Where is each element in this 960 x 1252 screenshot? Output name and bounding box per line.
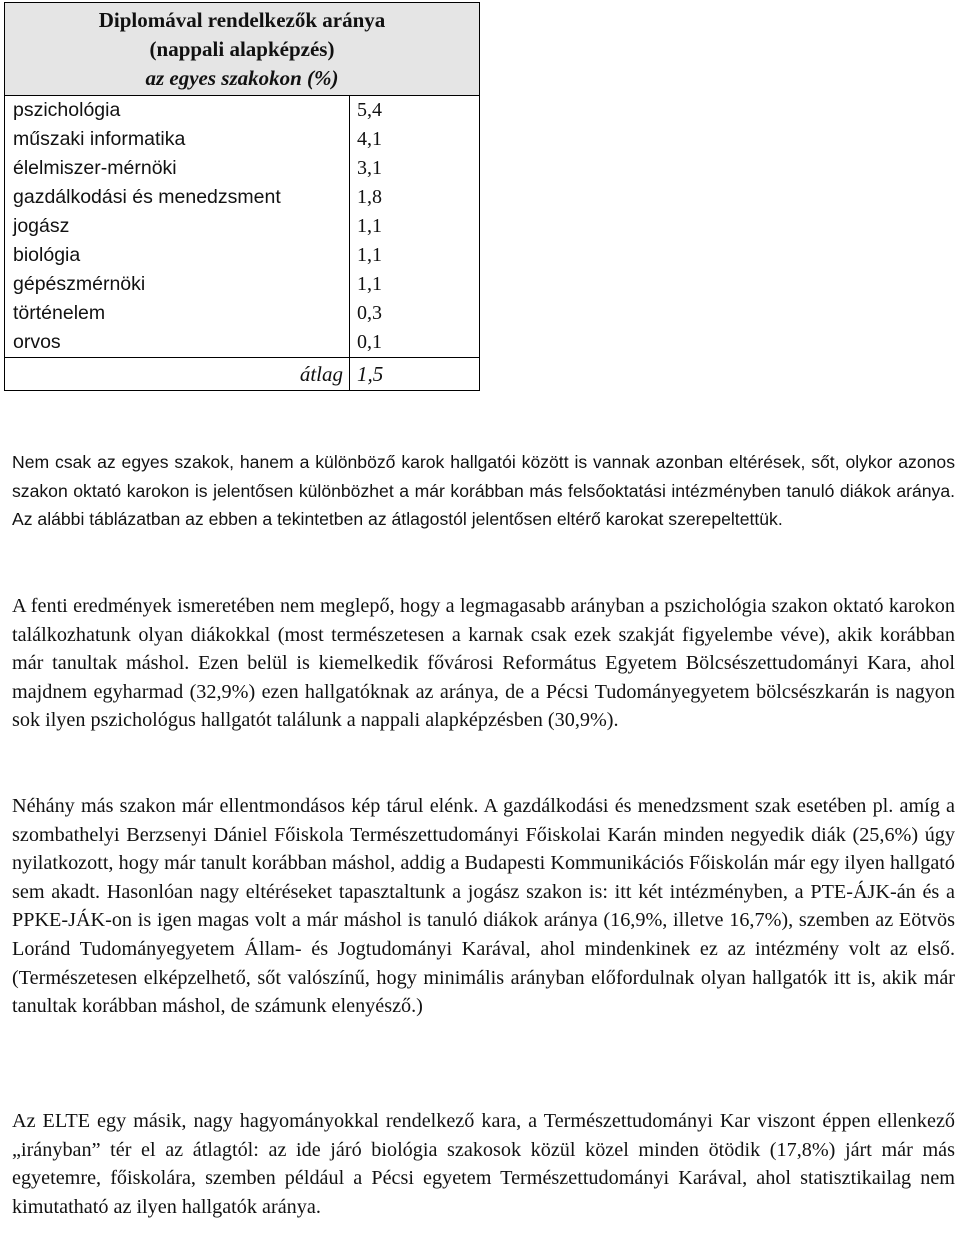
- table-average-row: [5, 358, 480, 391]
- table-caption: az egyes szakokon (%): [145, 66, 339, 90]
- major-value: 1,8: [350, 183, 480, 212]
- paragraph-elte: Az ELTE egy másik, nagy hagyományokkal rendelkező kara, a Természettudományi Kar viszont éppen ellenkező „irányban” tér el az átlagtól: az ide járó biológia szakosok közül közel minden ötödik (17,8%) járt már más egyetemre, főiskolára, szemben például a Pécsi egyetem Természettudományi Karával, ahol statisztikailag nem kimutatható az ilyen hallgatók aránya.: [12, 1110, 955, 1218]
- paragraph-intro: Nem csak az egyes szakok, hanem a különböző karok hallgatói között is vannak azonban eltérések, sőt, olykor azonos szakon oktató karokon is jelentősen különbözhet a már korábban más felsőoktatási intézményben tanuló diákok aránya. Az alábbi táblázatban az ebben a tekintetben az átlagostól jelentősen eltérő karokat szerepeltettük.: [12, 452, 955, 530]
- major-name: gépészmérnöki: [5, 270, 350, 299]
- major-name: pszichológia: [5, 96, 350, 126]
- table-row: [5, 328, 480, 358]
- table-title: Diplomával rendelkezők aránya: [98, 8, 386, 32]
- major-value: 3,1: [350, 154, 480, 183]
- major-value: 1,1: [350, 270, 480, 299]
- major-value: 1,1: [350, 241, 480, 270]
- table-row: [5, 212, 480, 241]
- table-row: [5, 96, 480, 126]
- major-name: jogász: [5, 212, 350, 241]
- paragraph-other-majors: Néhány más szakon már ellentmondásos kép tárul elénk. A gazdálkodási és menedzsment szak esetében pl. amíg a szombathelyi Berzsenyi Dániel Főiskola Természettudományi Főiskolai Karán minden negyedik diák (25,6%) úgy nyilatkozott, hogy már tanult korábban máshol, addig a Budapesti Kommunikációs Főiskolán már egy ilyen hallgató sem akadt. Hasonlóan nagy eltéréseket tapasztaltunk a jogász szakon is: itt két intézményben, a PTE-ÁJK-án és a PPKE-JÁK-on is igen magas volt a már máshol is tanuló diákok aránya (16,9%, illetve 16,7%), szemben az Eötvös Loránd Tudományegyetem Állam- és Jogtudományi Karával, ahol mindenkinek ez az intézmény volt az első. (Természetesen elképzelhető, sőt valószínű, hogy minimális arányban előfordulnak olyan hallgatók itt is, akik már tanultak korábban máshol, de számunk elenyésző.): [12, 795, 955, 1018]
- table-subtitle: (nappali alapképzés): [149, 37, 335, 61]
- paragraph-psychology: A fenti eredmények ismeretében nem meglepő, hogy a legmagasabb arányban a pszichológia szakon oktató karokon találkozhatunk olyan diákokkal (most természetesen a karnak csak ezek szakját figyelembe véve), akik korábban már tanultak máshol. Ezen belül is kiemelkedik fővárosi Református Egyetem Bölcsészettudományi Kara, ahol majdnem egyharmad (32,9%) ezen hallgatóknak az aránya, de a Pécsi Tudományegyetem bölcsészkarán is nagyon sok ilyen pszichológus hallgatót találunk a nappali alapképzésben (30,9%).: [12, 595, 955, 732]
- major-name: történelem: [5, 299, 350, 328]
- major-name: orvos: [5, 328, 350, 358]
- major-name: élelmiszer-mérnöki: [5, 154, 350, 183]
- table-row: [5, 154, 480, 183]
- table-row: [5, 270, 480, 299]
- major-value: 0,1: [350, 328, 480, 358]
- major-value: 4,1: [350, 125, 480, 154]
- average-label: átlag: [5, 358, 350, 391]
- table-header: [5, 3, 480, 96]
- major-name: biológia: [5, 241, 350, 270]
- table-row: [5, 299, 480, 328]
- graduates-ratio-table: [4, 2, 480, 391]
- table-row: [5, 125, 480, 154]
- table-row: [5, 241, 480, 270]
- major-name: gazdálkodási és menedzsment: [5, 183, 350, 212]
- major-value: 5,4: [350, 96, 480, 126]
- average-value: 1,5: [350, 358, 480, 391]
- major-value: 0,3: [350, 299, 480, 328]
- major-name: műszaki informatika: [5, 125, 350, 154]
- table-header-row: [5, 3, 480, 96]
- table-row: [5, 183, 480, 212]
- major-value: 1,1: [350, 212, 480, 241]
